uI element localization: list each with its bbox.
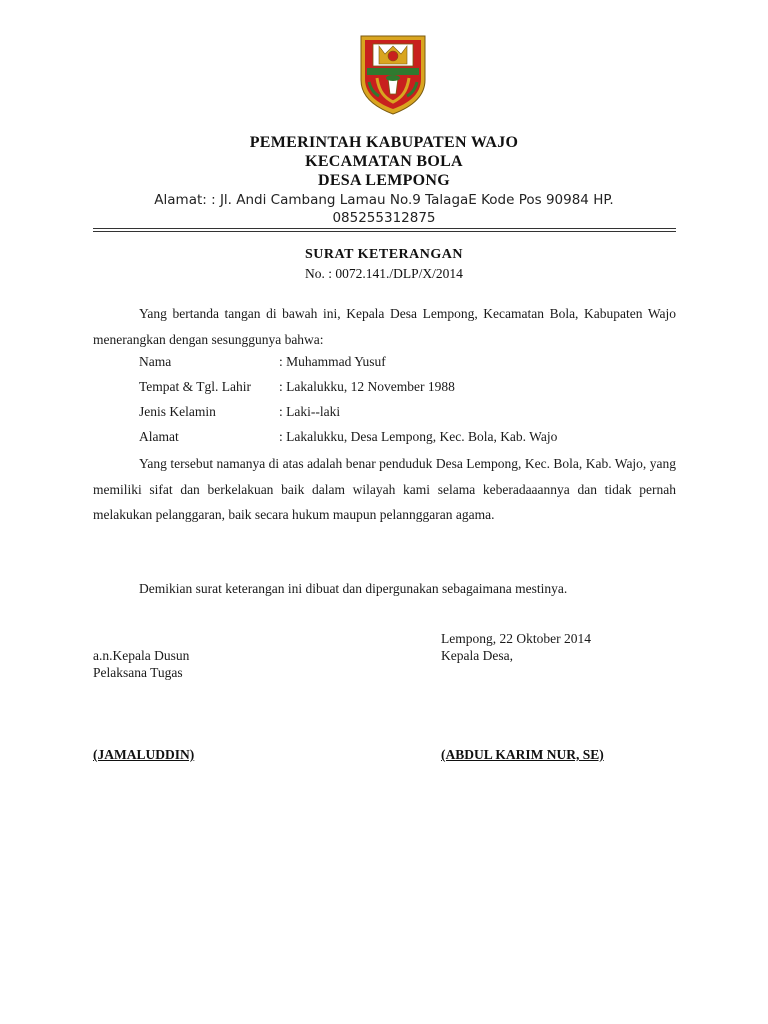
field-value: : Lakalukku, 12 November 1988 (279, 379, 455, 394)
field-row (139, 404, 679, 424)
field-label: Jenis Kelamin (139, 404, 216, 419)
address-line: Alamat: : Jl. Andi Cambang Lamau No.9 TalagaE Kode Pos 90984 HP. (154, 192, 614, 208)
intro-paragraph: Yang bertanda tangan di bawah ini, Kepala Desa Lempong, Kecamatan Bola, Kabupaten Wajo menerangkan dengan sesunggunya bahwa: (93, 306, 676, 347)
header-divider-thick (93, 228, 676, 229)
signature-left-title: a.n.Kepala Dusun (93, 648, 190, 663)
regency-coat-of-arms-icon (355, 32, 431, 116)
phone-line: 085255312875 (332, 210, 436, 226)
government-name: PEMERINTAH KABUPATEN WAJO (249, 134, 519, 151)
signature-right-name: (ABDUL KARIM NUR, SE) (441, 747, 604, 762)
field-row (139, 429, 679, 449)
field-value: : Lakalukku, Desa Lempong, Kec. Bola, Kab. Wajo (279, 429, 558, 444)
closing-paragraph: Demikian surat keterangan ini dibuat dan dipergunakan sebagaimana mestinya. (139, 581, 568, 596)
signature-right-position: Kepala Desa, (441, 648, 513, 663)
header-divider-thin (93, 231, 676, 232)
signature-place-date: Lempong, 22 Oktober 2014 (441, 631, 591, 646)
field-value: : Muhammad Yusuf (279, 354, 386, 369)
field-label: Nama (139, 354, 172, 369)
village-name: DESA LEMPONG (317, 172, 451, 189)
letter-title: SURAT KETERANGAN (304, 247, 463, 262)
field-value: : Laki--laki (279, 404, 341, 419)
field-label: Alamat (139, 429, 179, 444)
letter-number: No. : 0072.141./DLP/X/2014 (305, 266, 463, 281)
statement-paragraph: Yang tersebut namanya di atas adalah benar penduduk Desa Lempong, Kec. Bola, Kab. Wajo, yang memiliki sifat dan berkelakuan baik dalam wilayah kami selama keberadaaannya dan tidak pernah melakukan pelanggaran, baik secara hukum maupun pelannggaran agama. (93, 456, 676, 522)
field-row (139, 354, 679, 374)
district-name: KECAMATAN BOLA (305, 153, 463, 170)
signature-left-name: (JAMALUDDIN) (93, 747, 195, 762)
field-label: Tempat & Tgl. Lahir (139, 379, 252, 394)
field-row (139, 379, 679, 399)
signature-left-role: Pelaksana Tugas (93, 665, 183, 680)
